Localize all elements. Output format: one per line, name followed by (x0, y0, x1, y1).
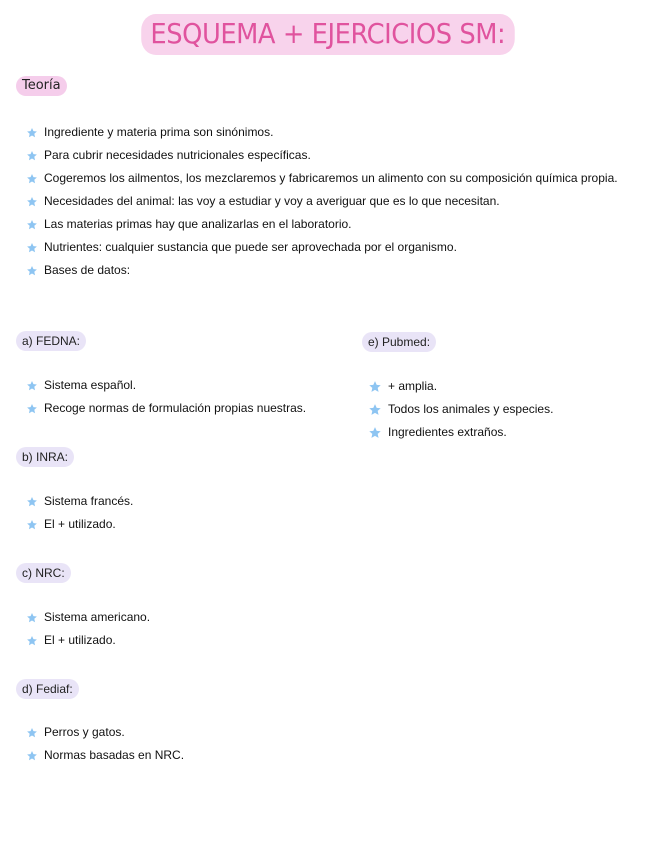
section-tag-inra: b) INRA: (16, 447, 74, 467)
star-icon (26, 242, 38, 254)
list-item (26, 144, 626, 167)
star-icon (26, 127, 38, 139)
theory-list (26, 121, 626, 282)
list-item-text: Bases de datos: (44, 263, 131, 277)
list-item (26, 397, 346, 420)
fedna-list (26, 374, 346, 420)
star-icon (368, 380, 382, 394)
star-icon (26, 150, 38, 162)
list-item (368, 375, 638, 398)
list-item (26, 259, 626, 282)
list-item-text: Todos los animales y especies. (388, 402, 554, 416)
star-icon (26, 750, 38, 762)
star-icon (368, 403, 382, 417)
list-item-text: Las materias primas hay que analizarlas en el laboratorio. (44, 217, 352, 231)
list-item-text: Ingredientes extraños. (388, 425, 507, 439)
list-item (26, 374, 346, 397)
pubmed-list (368, 375, 638, 444)
theory-tag: Teoría (16, 76, 67, 96)
list-item (26, 167, 626, 190)
list-item (26, 213, 626, 236)
star-icon (26, 727, 38, 739)
title-container (0, 14, 656, 55)
list-item-text: Sistema español. (44, 378, 137, 392)
section-tag-nrc: c) NRC: (16, 563, 71, 583)
list-item-text: Ingrediente y materia prima son sinónimos. (44, 125, 274, 139)
list-item-text: Normas basadas en NRC. (44, 748, 185, 762)
list-item-text: El + utilizado. (44, 633, 116, 647)
star-icon (26, 380, 38, 392)
list-item-text: Cogeremos los ailmentos, los mezclaremos y fabricaremos un alimento con su composición química propia. (44, 171, 618, 185)
list-item-text: Nutrientes: cualquier sustancia que puede ser aprovechada por el organismo. (44, 240, 457, 254)
star-icon (26, 196, 38, 208)
list-item (368, 398, 638, 421)
star-icon (368, 426, 382, 440)
list-item-text: + amplia. (388, 379, 438, 393)
list-item (26, 236, 626, 259)
list-item-text: Necesidades del animal: las voy a estudiar y voy a averiguar que es lo que necesitan. (44, 194, 500, 208)
list-item (26, 190, 626, 213)
star-icon (26, 496, 38, 508)
list-item (368, 421, 638, 444)
list-item-text: El + utilizado. (44, 517, 116, 531)
star-icon (26, 219, 38, 231)
list-item-text: Perros y gatos. (44, 725, 125, 739)
star-icon (26, 612, 38, 624)
section-tag-pubmed: e) Pubmed: (362, 332, 436, 352)
list-item (26, 121, 626, 144)
list-item (26, 721, 346, 744)
section-tag-fediaf: d) Fediaf: (16, 679, 79, 699)
star-icon (26, 635, 38, 647)
inra-list (26, 490, 346, 536)
star-icon (26, 403, 38, 415)
list-item (26, 513, 346, 536)
fediaf-list (26, 721, 346, 767)
list-item-text: Sistema francés. (44, 494, 134, 508)
section-tag-fedna: a) FEDNA: (16, 331, 86, 351)
list-item (26, 606, 346, 629)
list-item (26, 744, 346, 767)
nrc-list (26, 606, 346, 652)
list-item (26, 490, 346, 513)
list-item (26, 629, 346, 652)
star-icon (26, 265, 38, 277)
star-icon (26, 519, 38, 531)
list-item-text: Recoge normas de formulación propias nuestras. (44, 401, 307, 415)
list-item-text: Sistema americano. (44, 610, 151, 624)
list-item-text: Para cubrir necesidades nutricionales específicas. (44, 148, 311, 162)
star-icon (26, 173, 38, 185)
page-title: ESQUEMA + EJERCICIOS SM: (141, 14, 514, 55)
